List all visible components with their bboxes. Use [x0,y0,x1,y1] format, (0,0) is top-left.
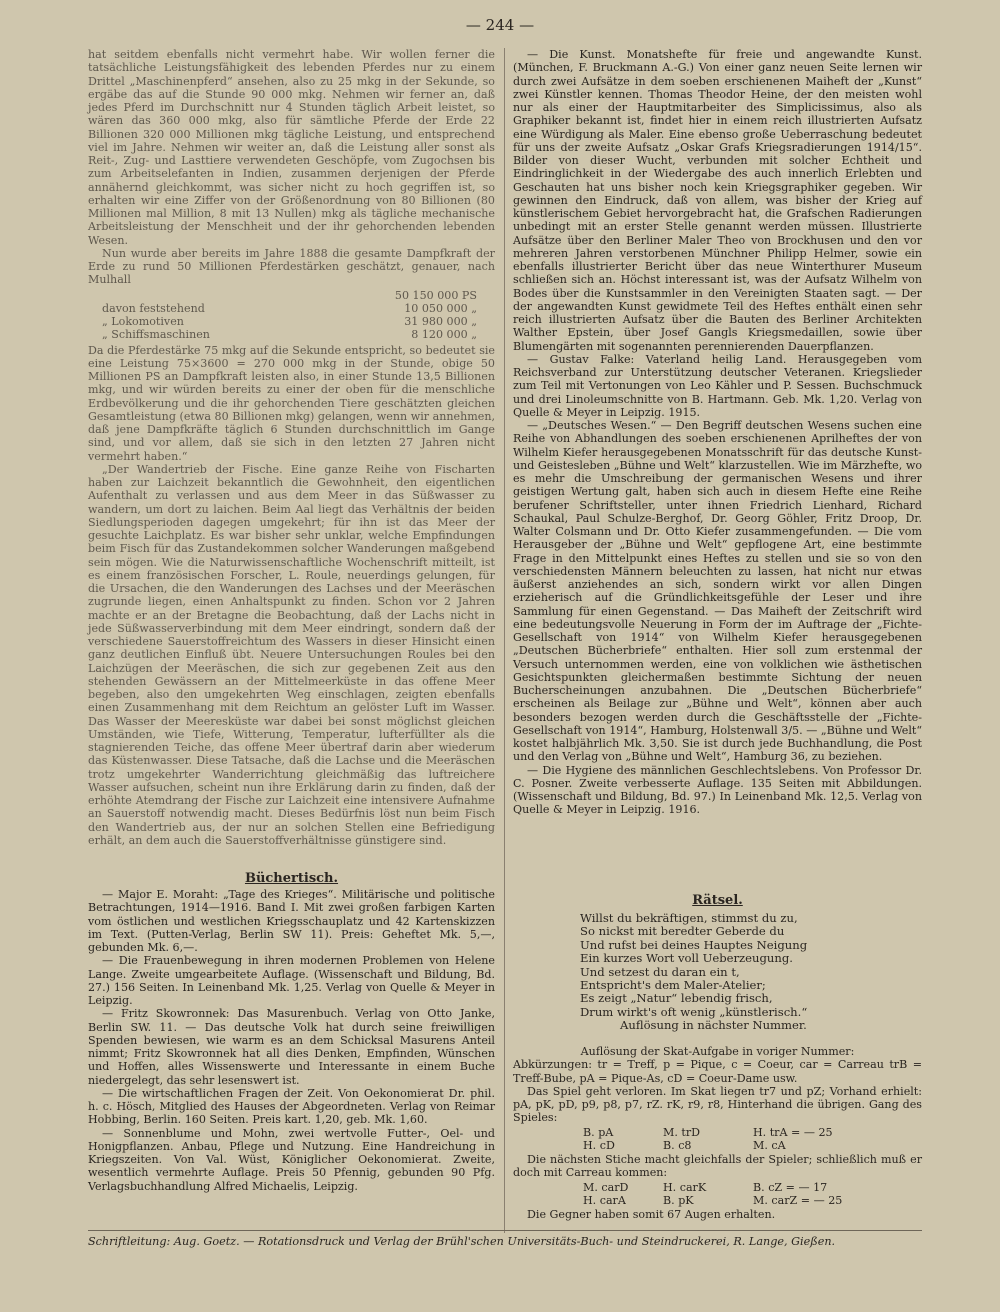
poem-line: Drum wirkt's oft wenig „künstlerisch.“ [580,1004,808,1019]
paragraph: — „Deutsches Wesen.“ — Den Begriff deutschen Wesens suchen eine Reihe von Abhandlungen des soeben erschienenen Aprilheftes der von Wilhelm Kiefer herausgegebenen Monatsschrift für das deutsche Kunst- und Geistesleben „Bühne und Welt“ klarzustellen. Wie im Märzhefte, wo es mehr die Umschreibung der germanischen Wesens und ihrer geistigen Wertung galt, haben sich auch in diesem Hefte eine Reihe berufener Schriftsteller, unter ihnen Friedrich Lienhard, Richard Schaukal, Paul Schulze-Berghof, Dr. Georg Göhler, Fritz Droop, Dr. Walter Colsmann und Dr. Otto Kiefer zusammengefunden. — Die vom Herausgeber der „Bühne und Welt“ gepflogene Art, eine bestimmte Frage in den Mittelpunkt eines Heftes zu stellen und sie so von den verschiedensten Männern beleuchten zu lassen, hat nicht nur etwas äußerst anziehendes an sich, sondern wirkt vor allen Dingen erzieherisch auf die Gründlichkeitsgefühle der Leser und ihre Sammlung für einen Gegenstand. — Das Maiheft der Zeitschrift wird eine bedeutungsvolle Neuerung in Form der im Auftrage der „Fichte-Gesellschaft von 1914“ von Wilhelm Kiefer herausgegebenen „Deutschen Bücherbriefe“ enthalten. Hier soll zum erstenmal der Versuch unternommen werden, eine von volklichen wie ästhetischen Gesichtspunkten gleichermaßen bestimmte Sichtung der neuen Bucherscheinungen anzubahnen. Die „Deutschen Bücherbriefe“ erscheinen als Beilage zur „Bühne und Welt“, können aber auch besonders bezogen werden durch die Geschäftsstelle der „Fichte-Gesellschaft von 1914“, Hamburg, Holstenwall 3/5. — „Bühne und Welt“ kostet halbjährlich Mk. 3,50. Sie ist durch jede Buchhandlung, die Post und den Verlag von „Bühne und Welt“, Hamburg 36, zu beziehen. [513,419,922,764]
table-row [102,328,495,341]
skat-text: Die Gegner haben somit 67 Augen erhalten. [527,1208,776,1221]
poem-line: Entspricht's dem Maler-Atelier; [580,978,766,993]
table-row [102,315,495,328]
paragraph: Nun wurde aber bereits im Jahre 1888 die gesamte Dampfkraft der Erde zu rund 50 Millionen Pferdestärken geschätzt, genauer, nach Mulhall [88,246,495,287]
move: B. c8 [663,1138,692,1152]
move: H. trA = — 25 [753,1125,833,1139]
book-entry: — Fritz Skowronnek: Das Masurenbuch. Verlag von Otto Janke, Berlin SW. 11. — Das deutsche Volk hat durch seine freiwilligen Spenden bewiesen, wie warm es an dem Schicksal Masurens Anteil nimmt; Fritz Skowronnek hat all dies Denken, Empfinden, Wünschen und Hoffen, alles Wissenswerte und Interessante in einem Buche niedergelegt, das sehr lesenswert ist. [88,1007,495,1087]
paragraph: hat seitdem ebenfalls nicht vermehrt habe. Wir wollen ferner die tatsächliche Leistungsfähigkeit des lebenden Pferdes nur zu einem Drittel „Maschinenpferd“ ansehen, also zu 25 mkg in der Sekunde, so ergäbe das auf die Stunde 90 000 mkg. Nehmen wir ferner an, daß jedes Pferd im Durchschnitt nur 4 Stunden täglich Arbeit leistet, so wären das 360 000 mkg, also für sämtliche Pferde der Erde 22 Billionen 320 000 Millionen mkg tägliche Leistung, und entsprechend viel im Jahre. Nehmen wir weiter an, daß die Leistung aller sonst als Reit-, Zug- und Lasttiere verwendeten Geschöpfe, vom Zugochsen bis zum Arbeitselefanten in Indien, zusammen derjenigen der Pferde annähernd gleichkommt, was sicher nicht zu hoch gegriffen ist, so erhalten wir eine Ziffer von der Größenordnung von 80 Billionen (80 Millionen mal Million, 8 mit 13 Nullen) mkg als tägliche mechanische Arbeitsleistung der Menschheit und der ihr gehorchenden lebenden Wesen. [88,48,495,247]
imprint-footer: Schriftleitung: Aug. Goetz. — Rotationsdruck und Verlag der Brühl'schen Universitäts-Buch- und Steindruckerei, R. Lange, Gießen. [88,1230,922,1248]
move-row [583,1181,843,1194]
row-label: davon feststehend [102,301,205,315]
table-row [102,289,495,302]
book-entry: — Die wirtschaftlichen Fragen der Zeit. Von Oekonomierat Dr. phil. h. c. Hösch, Mitglied des Hauses der Abgeordneten. Verlag von Reimar Hobbing, Berlin. 160 Seiten. Preis kart. 1,20, geb. Mk. 1,60. [88,1086,495,1127]
right-column [513,48,922,817]
column-divider [504,48,505,1233]
page-number: — 244 — [465,16,535,34]
skat-text: Das Spiel geht verloren. Im Skat liegen tr7 und pZ; Vorhand erhielt: pA, pK, pD, p9, p8, p7, rZ. rK, r9, r8, Hinterhand die übrigen. Gang des Spieles: [513,1084,922,1125]
move-row [583,1194,843,1207]
riddle-poem [580,912,900,1033]
move: H. carA [583,1193,626,1207]
heading-text: Büchertisch. [244,871,339,886]
move-row [583,1139,843,1152]
skat-abbreviations: Abkürzungen: tr = Treff, p = Pique, c = Coeur, car = Carreau trB = Treff-Bube, pA = Pique-As, cD = Coeur-Dame usw. [513,1058,922,1085]
move: H. carK [663,1180,707,1194]
move: B. cZ = — 17 [753,1180,828,1194]
section-heading-raetsel [513,893,922,908]
move: B. pK [663,1193,694,1207]
poem-line: Ein kurzes Wort voll Ueberzeugung. [580,951,793,966]
row-value: 50 150 000 PS [394,288,477,302]
skat-heading: Auflösung der Skat-Aufgabe in voriger Nummer: [580,1045,855,1058]
skat-solution [513,1045,922,1221]
paragraph: „Der Wandertrieb der Fische. Eine ganze Reihe von Fischarten haben zur Laichzeit bekanntlich die Gewohnheit, den eigentlichen Aufenthalt zu verlassen und aus dem Meer in das Süßwasser zu wandern, um dort zu laichen. Beim Aal liegt das Verhältnis der beiden Siedlungsperioden dagegen umgekehrt; für ihn ist das Meer der gesuchte Laichplatz. Es war bisher sehr unklar, welche Empfindungen beim Fisch für das Zustandekommen solcher Wanderungen maßgebend sein mögen. Wie die Naturwissenschaftliche Wochenschrift mitteilt, ist es einem französischen Forscher, L. Roule, neuerdings gelungen, für die Ursachen, die den Wanderungen des Lachses und der Meeräschen zugrunde liegen, einen Anhaltspunkt zu finden. Schon vor 2 Jahren machte er an der Bretagne die Beobachtung, daß der Lachs nicht in jede Süßwasserverbindung mit dem Meer eindringt, sondern daß der verschiedene Sauerstoffreichtum des Wassers in dieser Hinsicht einen ganz deutlichen Einfluß übt. Neuere Untersuchungen Roules bei den Laichzügen der Meeräschen, die sich zur gegebenen Zeit aus den stehenden Gewässern an der Mittelmeerküste in das offene Meer begeben, also den umgekehrten Weg einschlagen, zeigten ebenfalls einen Zusammenhang mit dem Reichtum an gelöster Luft im Wasser. Das Wasser der Meeresküste war dabei bei sonst möglichst gleichen Umständen, wie Tiefe, Witterung, Temperatur, lufterfüllter als die stagnierenden Teiche, das offene Meer übertraf darin aber wiederum das Küstenwasser. Diese Tatsache, daß die Lachse und die Meeräschen trotz umgekehrter Wanderrichtung gleichmäßig das luftreichere Wasser aufsuchen, scheint nun ihre Erklärung darin zu finden, daß der erhöhte Atemdrang der Fische zur Laichzeit eine intensivere Aufnahme an Sauerstoff notwendig macht. Dieses Bedürfnis löst nun beim Fisch den Wandertrieb aus, der nur an solchen Stellen eine Befriedigung erhält, an dem auch die Sauerstoffverhältnisse günstigere sind. [88,462,495,847]
poem-line: Willst du bekräftigen, stimmst du zu, [580,911,798,925]
move: M. cA [753,1138,786,1152]
poem-line: Auflösung in nächster Nummer. [620,1018,807,1033]
paragraph: — Die Hygiene des männlichen Geschlechtslebens. Von Professor Dr. C. Posner. Zweite verbesserte Auflage. 135 Seiten mit Abbildungen. (Wissenschaft und Bildung, Bd. 97.) In Leinenband Mk. 12,5. Verlag von Quelle & Meyer in Leipzig. 1916. [513,763,922,817]
poem-line: So nickst mit beredter Geberde du [580,924,785,939]
move-row [583,1126,843,1139]
move: M. carZ = — 25 [753,1193,843,1207]
move: M. trD [663,1125,701,1139]
steam-power-table [102,289,495,342]
book-entry: — Die Frauenbewegung in ihren modernen Problemen von Helene Lange. Zweite umgearbeitete Auflage. (Wissenschaft und Bildung, Bd. 27.) 156 Seiten. In Leinenband Mk. 1,25. Verlag von Quelle & Meyer in Leipzig. [88,954,495,1007]
book-entry: — Sonnenblume und Mohn, zwei wertvolle Futter-, Oel- und Honigpflanzen. Anbau, Pflege und Nutzung. Eine Handreichung in Kriegszeiten. Von Val. Wüst, Königlicher Oekonomierat. Zweite, wesentlich vermehrte Auflage. Preis 50 Pfennig, gebunden 90 Pfg. Verlagsbuchhandlung Alfred Michaelis, Leipzig. [88,1126,495,1193]
move: H. cD [583,1138,615,1152]
poem-line: Und rufst bei deines Hauptes Neigung [580,937,808,952]
poem-line: Und setzest du daran ein t, [580,964,740,979]
row-value: 31 980 000 „ [404,315,477,328]
move: M. carD [583,1180,629,1194]
row-value: 10 050 000 „ [404,301,477,315]
skat-moves [583,1126,922,1153]
table-row [102,302,495,315]
row-label: „ Lokomotiven [102,315,184,328]
paragraph: — Gustav Falke: Vaterland heilig Land. Herausgegeben vom Reichsverband zur Unterstützung deutscher Veteranen. Kriegslieder zum Teil mit Vertonungen von Leo Kähler und P. Sessen. Buchschmuck und drei Linoleumschnitte von B. Hartmann. Geb. Mk. 1,20. Verlag von Quelle & Meyer in Leipzig. 1915. [513,352,922,419]
book-list [88,888,495,1193]
section-heading-buechertisch [88,871,495,886]
heading-text: Rätsel. [692,893,743,908]
paragraph: — Die Kunst. Monatshefte für freie und angewandte Kunst. (München, F. Bruckmann A.-G.) Von einer ganz neuen Seite lernen wir durch zwei Aufsätze in dem soeben erschienenen Maiheft der „Kunst“ zwei Künstler kennen. Thomas Theodor Heine, der den meisten wohl nur als einer der Hauptmitarbeiter des Simplicissimus, also als Graphiker bekannt ist, findet hier in einem reich illustrierten Aufsatz eine Würdigung als Maler. Eine ebenso große Ueberraschung bedeutet für uns der zweite Aufsatz „Oskar Grafs Kriegsradierungen 1914/15“. Bilder von dieser Wucht, verbunden mit solcher Echtheit und Eindringlichkeit in der Wiedergabe des auch innerlich Erlebten und Geschauten hat uns bisher noch kein Kriegsgraphiker gegeben. Wir gewinnen den Eindruck, daß von allem, was bisher der Krieg auf künstlerischem Gebiet hervorgebracht hat, die Grafschen Radierungen unbedingt mit an erster Stelle genannt werden müssen. Illustrierte Aufsätze über den Berliner Maler Theo von Brockhusen und den vor mehreren Jahren verstorbenen Münchner Philipp Helmer, sowie ein ebenfalls illustrierter Bericht über das neue Winterthurer Museum schließen sich an. Höchst interessant ist, was der Aufsatz Wilhelm von Bodes über die Kunstsammler in den Vereinigten Staaten sagt. — Der der angewandten Kunst gewidmete Teil des Heftes enthält einen sehr reich illustrierten Aufsatz über die Bauten des Berliner Architekten Walther Epstein, über Josef Gangls Kriegsmedaillen, sowie über Blumengärten mit sogenannten perennierenden Dauerpflanzen. [513,48,922,353]
skat-moves [583,1181,922,1208]
book-entry: — Major E. Moraht: „Tage des Krieges“. Militärische und politische Betrachtungen, 1914—1916. Band I. Mit zwei großen farbigen Karten vom östlichen und westlichen Kriegsschauplatz und 42 Kartenskizzen im Text. (Putten-Verlag, Berlin SW 11). Preis: Geheftet Mk. 5,—, gebunden Mk. 6,—. [88,888,495,954]
row-label: „ Schiffsmaschinen [102,328,210,342]
paragraph: Da die Pferdestärke 75 mkg auf die Sekunde entspricht, so bedeutet sie eine Leistung 75×3600 = 270 000 mkg in der Stunde, obige 50 Millionen PS an Dampfkraft leisten also, in einer Stunde 13,5 Billionen mkg, und wir würden bereits zu einer der oben für die menschliche Erdbevölkerung und die ihr gehorchenden Tiere geschätzten gleichen Gesamtleistung (etwa 80 Billionen mkg) gelangen, wenn wir annehmen, daß jene Dampfkräfte täglich 6 Stunden durchschnittlich im Gange sind, und vor allem, daß sie sich in den letzten 27 Jahren nicht vermehrt haben.“ [88,343,495,463]
move: B. pA [583,1125,614,1139]
poem-line: Es zeigt „Natur“ lebendig frisch, [580,991,773,1006]
left-column [88,48,495,848]
row-value: 8 120 000 „ [411,328,477,342]
skat-text: Die nächsten Stiche macht gleichfalls der Spieler; schließlich muß er doch mit Carreau kommen: [513,1153,922,1180]
